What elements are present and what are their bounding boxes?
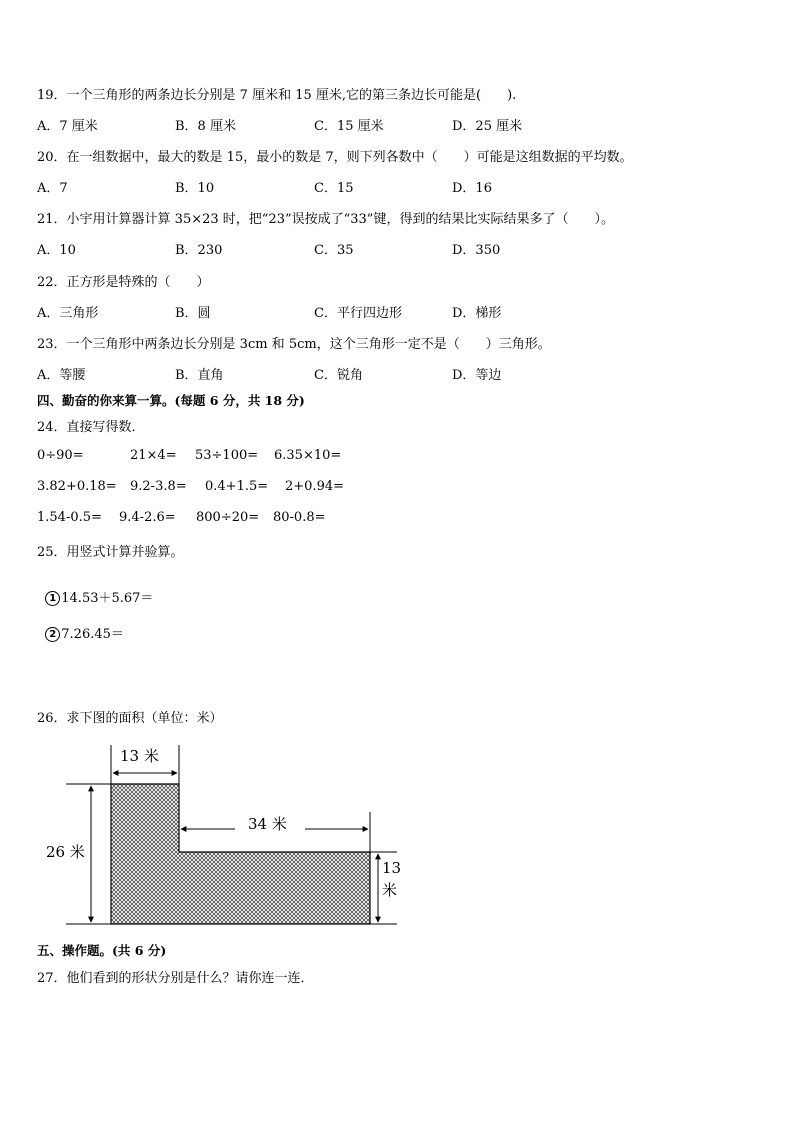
label-right-unit: 米 bbox=[382, 881, 398, 899]
question-22-option-c[interactable]: C．平行四边形 bbox=[314, 306, 402, 321]
question-21-option-d[interactable]: D．350 bbox=[452, 243, 501, 258]
calc-item: 6.35×10= bbox=[274, 448, 342, 463]
question-25-stem: 25．用竖式计算并验算。 bbox=[37, 545, 184, 560]
calc-item: 9.2-3.8= bbox=[130, 479, 187, 494]
l-shape bbox=[111, 784, 370, 924]
question-22-stem: 22．正方形是特殊的（ ） bbox=[37, 275, 210, 290]
question-25-item-1 bbox=[37, 572, 153, 606]
question-23-stem: 23．一个三角形中两条边长分别是 3cm 和 5cm，这个三角形一定不是（ ）三角形。 bbox=[37, 337, 551, 352]
label-left-height: 26 米 bbox=[46, 843, 85, 861]
question-20-option-c[interactable]: C．15 bbox=[314, 181, 354, 196]
calc-item: 9.4-2.6= bbox=[119, 510, 176, 525]
question-23-option-c[interactable]: C．锐角 bbox=[314, 368, 363, 383]
question-20-stem: 20．在一组数据中，最大的数是 15，最小的数是 7，则下列各数中（ ）可能是这组数据的平均数。 bbox=[37, 150, 633, 165]
question-22-option-b[interactable]: B．圆 bbox=[175, 306, 211, 321]
calc-item: 800÷20= bbox=[196, 510, 260, 525]
calc-item: 21×4= bbox=[130, 448, 177, 463]
area-figure bbox=[0, 740, 794, 940]
question-19-stem: 19．一个三角形的两条边长分别是 7 厘米和 15 厘米,它的第三条边长可能是( ). bbox=[37, 88, 517, 103]
question-25-item-2 bbox=[37, 608, 124, 642]
calc-item: 2+0.94= bbox=[285, 479, 345, 494]
question-20-option-b[interactable]: B．10 bbox=[175, 181, 215, 196]
section-4-heading: 四、勤奋的你来算一算。(每题 6 分，共 18 分) bbox=[37, 393, 305, 408]
question-23-option-a[interactable]: A．等腰 bbox=[37, 368, 86, 383]
calc-item: 0÷90= bbox=[37, 448, 84, 463]
question-21-option-b[interactable]: B．230 bbox=[175, 243, 223, 258]
expression: 7.26.45＝ bbox=[61, 627, 124, 642]
question-23-option-b[interactable]: B．直角 bbox=[175, 368, 224, 383]
question-20-option-d[interactable]: D．16 bbox=[452, 181, 492, 196]
question-26-stem: 26．求下图的面积（单位：米） bbox=[37, 711, 223, 726]
circled-number: 1 bbox=[45, 591, 60, 606]
section-5-heading: 五、操作题。(共 6 分) bbox=[37, 943, 167, 958]
question-19-option-b[interactable]: B．8 厘米 bbox=[175, 119, 236, 134]
expression: 14.53＋5.67＝ bbox=[61, 591, 154, 606]
question-21-stem: 21．小宇用计算器计算 35×23 时，把“23”误按成了“33”键，得到的结果比实际结果多了（ ）。 bbox=[37, 212, 614, 227]
calc-item: 80-0.8= bbox=[273, 510, 326, 525]
question-22-option-a[interactable]: A．三角形 bbox=[37, 306, 99, 321]
question-21-option-a[interactable]: A．10 bbox=[37, 243, 76, 258]
label-top-width: 13 米 bbox=[120, 747, 159, 765]
question-27-stem: 27．他们看到的形状分别是什么？请你连一连． bbox=[37, 971, 314, 986]
question-20-option-a[interactable]: A．7 bbox=[37, 181, 68, 196]
question-21-option-c[interactable]: C．35 bbox=[314, 243, 354, 258]
label-right-height: 13 bbox=[382, 859, 402, 877]
question-19-option-a[interactable]: A．7 厘米 bbox=[37, 119, 98, 134]
question-22-option-d[interactable]: D．梯形 bbox=[452, 306, 502, 321]
calc-item: 3.82+0.18= bbox=[37, 479, 117, 494]
calc-item: 53÷100= bbox=[195, 448, 259, 463]
question-19-option-d[interactable]: D．25 厘米 bbox=[452, 119, 523, 134]
question-24-stem: 24．直接写得数． bbox=[37, 420, 145, 435]
calc-item: 0.4+1.5= bbox=[205, 479, 269, 494]
question-23-option-d[interactable]: D．等边 bbox=[452, 368, 502, 383]
label-bottom-width: 34 米 bbox=[248, 815, 287, 833]
calc-item: 1.54-0.5= bbox=[37, 510, 102, 525]
circled-number: 2 bbox=[45, 627, 60, 642]
question-19-option-c[interactable]: C．15 厘米 bbox=[314, 119, 384, 134]
